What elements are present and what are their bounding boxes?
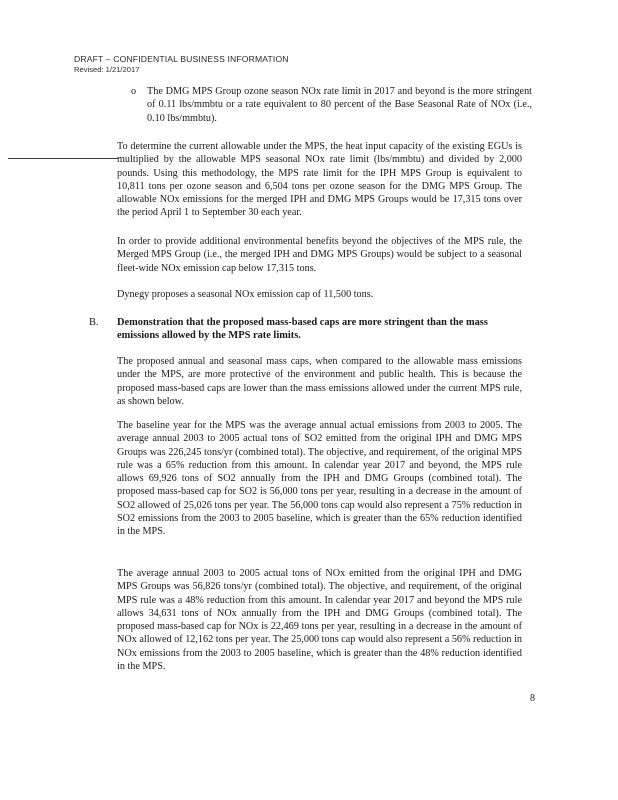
paragraph-nox-baseline: The average annual 2003 to 2005 actual tons of NOx emitted from the original IPH and DMG MPS Groups was 56,826 tons/yr (combined total). The objective, and requirement, of the original MPS rule was a 48% reduction from this amount. In calendar year 2017 and beyond the MPS rule allows 34,631 tons of NOx annually from the IPH and DMG Groups (combined total). The proposed mass-based cap for NOx is 22,469 tons per year, resulting in a decrease in the amount of NOx allowed of 12,162 tons per year. The 25,000 tons cap would also represent a 56% reduction in NOx emissions from the 2003 to 2005 baseline, which is greater than the 48% reduction identified in the MPS. <box>117 568 522 673</box>
sub-bullet-marker: o <box>131 86 137 97</box>
paragraph-mass-caps-comparison: The proposed annual and seasonal mass caps, when compared to the allowable mass emissions under the MPS, are more protective of the environment and public health. This is because the proposed mass-based caps are lower than the mass emissions allowed under the current MPS rule, as shown below. <box>117 356 522 407</box>
paragraph-so2-baseline: The baseline year for the MPS was the average annual actual emissions from 2003 to 2005. The average annual 2003 to 2005 actual tons of SO2 emitted from the original IPH and DMG MPS Groups was 226,245 tons/yr (combined total). The objective, and requirement, of the original MPS rule was a 65% reduction from this amount. In calendar year 2017 and beyond, the MPS rule allows 69,926 tons of SO2 annually from the IPH and DMG Groups (combined total). The proposed mass-based cap for SO2 is 56,000 tons per year, resulting in a decrease in the amount of SO2 allowed of 25,026 tons per year. The 56,000 tons cap would also represent a 75% reduction in SO2 emissions from the 2003 to 2005 baseline, which is greater than the 65% reduction identified in the MPS. <box>117 420 522 538</box>
sub-bullet-text: The DMG MPS Group ozone season NOx rate limit in 2017 and beyond is the more stringent of 0.11 lbs/mmbtu or a rate equivalent to 80 percent of the Base Seasonal Rate of NOx (i.e., 0.10 lbs/mmbtu). <box>147 86 532 124</box>
paragraph-current-allowable: To determine the current allowable under the MPS, the heat input capacity of the existing EGUs is multiplied by the allowable MPS seasonal NOx rate limit (lbs/mmbtu) and divided by 2,000 pounds. Using this methodology, the MPS rate limit for the IPH MPS Group is equivalent to 10,811 tons per ozone season and 6,504 tons per ozone season for the DMG MPS Group. The allowable NOx emissions for the merged IPH and DMG MPS Groups would be 17,315 tons over the period April 1 to September 30 each year. <box>117 141 522 219</box>
document-header <box>74 54 289 75</box>
confidentiality-header: DRAFT – CONFIDENTIAL BUSINESS INFORMATION <box>74 54 289 64</box>
paragraph-nox-cap-proposal: Dynegy proposes a seasonal NOx emission cap of 11,500 tons. <box>117 289 374 300</box>
page-number: 8 <box>530 693 535 704</box>
section-heading: Demonstration that the proposed mass-based caps are more stringent than the mass emissions allowed by the MPS rate limits. <box>117 317 488 342</box>
paragraph-environmental-benefits: In order to provide additional environmental benefits beyond the objectives of the MPS rule, the Merged MPS Group (i.e., the merged IPH and DMG MPS Groups) would be subject to a seasonal fleet-wide NOx emission cap below 17,315 tons. <box>117 236 522 274</box>
revision-date: Revised: 1/21/2017 <box>74 65 140 74</box>
margin-revision-line <box>8 158 118 159</box>
section-letter: B. <box>89 317 99 328</box>
